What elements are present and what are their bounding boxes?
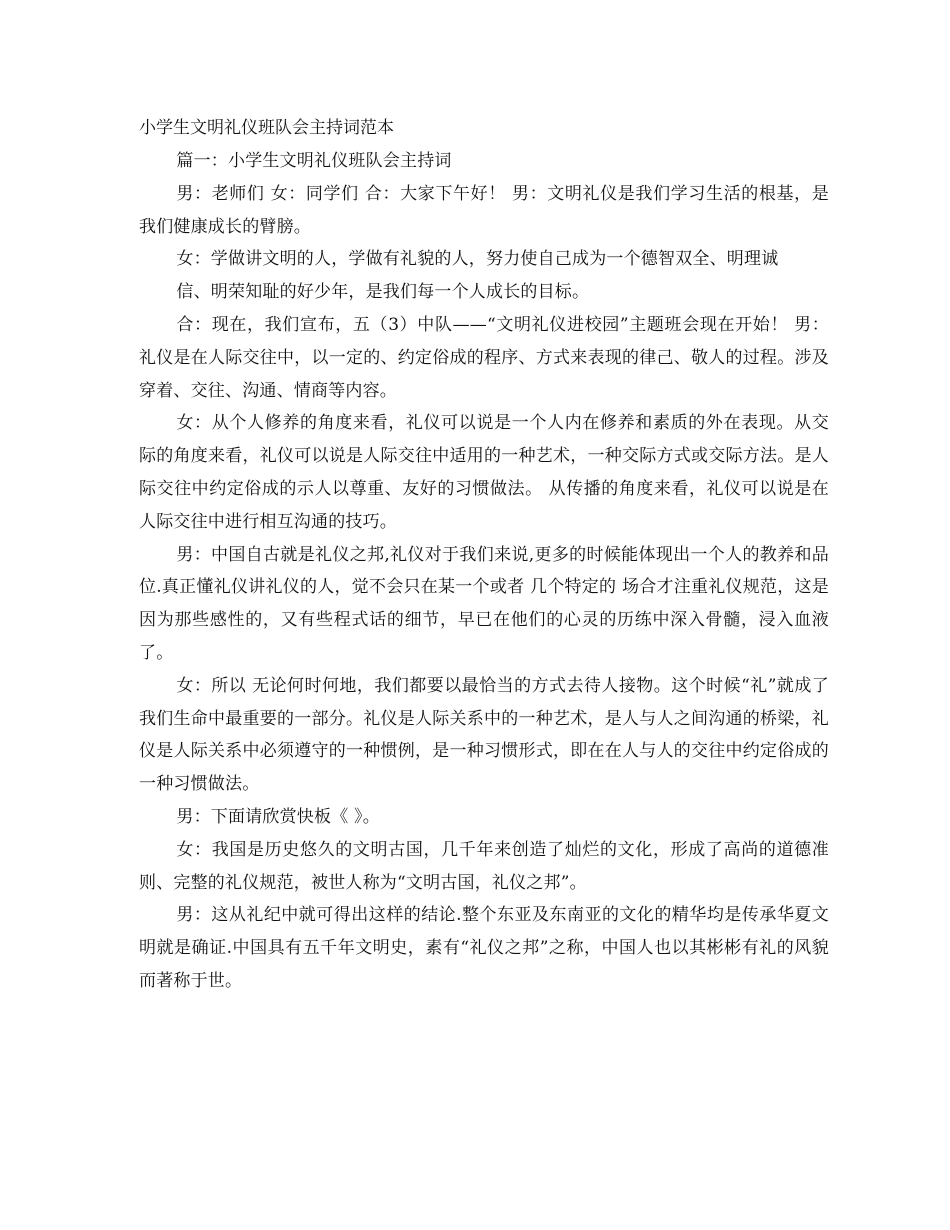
- document-body: [139, 113, 829, 998]
- document-title: 小学生文明礼仪班队会主持词范本: [139, 118, 394, 138]
- paragraph: 女：所以 无论何时何地，我们都要以最恰当的方式去待人接物。这个时候“礼”就成了我们生命中最重要的一部分。礼仪是人际关系中的一种艺术，是人与人之间沟通的桥梁，礼仪是人际关系中必须遵守的一种惯例，是一种习惯形式，即在在人与人的交往中约定俗成的一种习惯做法。: [139, 675, 829, 795]
- section-heading: 篇一：小学生文明礼仪班队会主持词: [176, 151, 452, 171]
- paragraph: 男：下面请欣赏快板《 》。: [176, 806, 380, 827]
- paragraph: 男：这从礼纪中就可得出这样的结论.整个东亚及东南亚的文化的精华均是传承华夏文明就是确证.中国具有五千年文明史，素有“礼仪之邦”之称，中国人也以其彬彬有礼的风貌而著称于世。: [139, 905, 829, 991]
- paragraph: 女：学做讲文明的人，学做有礼貌的人，努力使自己成为一个德智双全、明理诚: [176, 249, 779, 270]
- paragraph: 男：老师们 女：同学们 合：大家下午好！ 男：文明礼仪是我们学习生活的根基，是我们健康成长的臂膀。: [139, 183, 829, 237]
- paragraph: 合：现在，我们宣布，五（3）中队——“文明礼仪进校园”主题班会现在开始！ 男：礼仪是在人际交往中，以一定的、约定俗成的程序、方式来表现的律己、敬人的过程。涉及穿着、交往、沟通、情商等内容。: [139, 314, 829, 401]
- paragraph: 信、明荣知耻的好少年，是我们每一个人成长的目标。: [176, 282, 590, 303]
- paragraph: 男：中国自古就是礼仪之邦,礼仪对于我们来说,更多的时候能体现出一个人的教养和品位.真正懂礼仪讲礼仪的人，觉不会只在某一个或者 几个特定的 场合才注重礼仪规范，这是因为那些感性的，又有些程式话的细节，早已在他们的心灵的历练中深入骨髓，浸入血液了。: [139, 544, 829, 663]
- paragraph: 女：我国是历史悠久的文明古国，几千年来创造了灿烂的文化，形成了高尚的道德准则、完整的礼仪规范，被世人称为“文明古国，礼仪之邦”。: [139, 839, 829, 893]
- paragraph: 女：从个人修养的角度来看，礼仪可以说是一个人内在修养和素质的外在表现。从交际的角度来看，礼仪可以说是人际交往中适用的一种艺术，一种交际方式或交际方法。是人际交往中约定俗成的示人以尊重、友好的习惯做法。 从传播的角度来看，礼仪可以说是在人际交往中进行相互沟通的技巧。: [139, 413, 829, 532]
